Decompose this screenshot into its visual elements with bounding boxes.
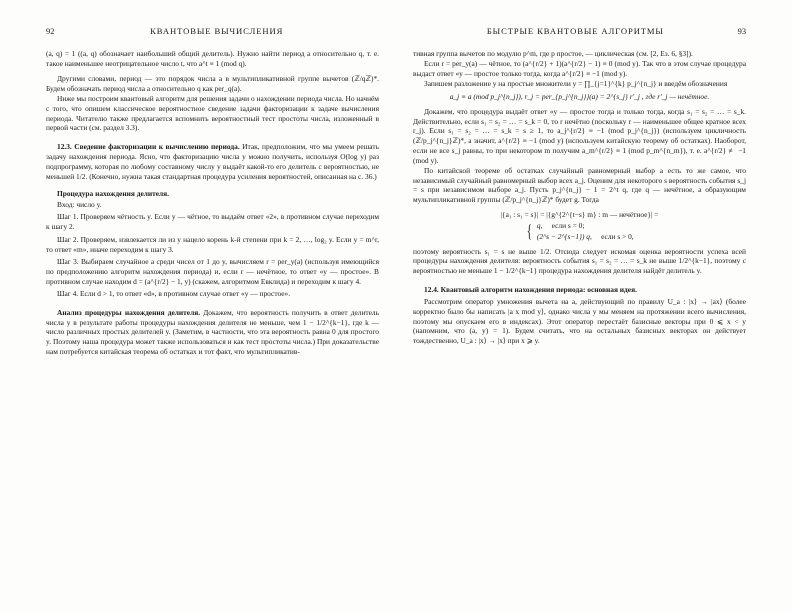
section-heading-12-3 (46, 142, 379, 181)
procedure-step-3: Шаг 3. Выбираем случайное a среди чисел от 1 до y, вычисляем r = per_y(a) (используя имеющийся по предположению алгоритм нахождения периода) и, если r — нечётное, то ответ «y — простое». В противном случае находим d = (a^{r/2} − 1, y) (скажем, алгоритмом Евклида) и переходим к шагу 4. (46, 256, 379, 286)
procedure-step-1: Шаг 1. Проверяем чётность y. Если y — чётное, то выдаём ответ «2», в противном случае переходим к шагу 2. (46, 212, 379, 232)
section-title: Сведение факторизации к вычислению периода. (74, 142, 240, 152)
paragraph: Запишем разложение y на простые множители y = ∏_{j=1}^{k} p_j^{n_j} и введём обозначения (424, 78, 728, 88)
procedure-heading: Процедура нахождения делителя. (57, 188, 170, 198)
running-head-left (46, 26, 379, 37)
page-92-column (46, 26, 379, 592)
analysis-heading: Анализ процедуры нахождения делителя. (57, 307, 201, 317)
section-number: 12.4. (424, 285, 439, 295)
display-equation-1: a_j ≡ a (mod p_j^{n_j}), r_j = per_{p_j^{n_j}}(a) = 2^{s_j} r'_j , где r'_j — нечётное. (449, 92, 710, 102)
display-equation-2 (413, 209, 746, 242)
case-condition: если s > 0, (601, 232, 634, 242)
section-number: 12.3. (57, 142, 72, 152)
case-value: (2^s − 2^{s−1}) q, (536, 232, 592, 242)
cases-list (537, 220, 634, 242)
paragraph: Другими словами, период — это порядок числа a в мультипликативной группе вычетов (ℤ/qℤ)*. Будем обозначать период числа a относительно q как per_q(a). (46, 74, 379, 94)
procedure-step-2: Шаг 2. Проверяем, извлекается ли из y нацело корень k-й степени при k = 2, …, log₂ y. Если y = m^r, то ответ «m», иначе переходим к шагу 3. (46, 234, 379, 254)
analysis-body: Докажем, что вероятность получить в ответ делитель числа y в результате работы процедуры нахождения делителя не меньше, чем 1 − 1/2^{k−1}, где k — число различных простых делителей y. (Заметим, в частности, что эта вероятность равна 0 для простого y. Поэтому наша процедура может также использоваться и как тест простоты числа.) При доказательстве нам потребуется китайская теорема об остатках и тот факт, что мультипликатив- (46, 307, 379, 357)
paragraph: По китайской теореме об остатках случайный равномерный выбор a есть то же самое, что независимый случайный равномерный выбор всех a_j. Оценим для некоторого s вероятность события s_j = s при независимом выборе a_j. Пусть p_j^{n_j} − 1 = 2^t q, где q — нечётное, а образующим мультипликативной группы (ℤ/p_j^{n_j}ℤ)* будет g. Тогда (413, 165, 746, 205)
running-title-right: БЫСТРЫЕ КВАНТОВЫЕ АЛГОРИТМЫ (486, 26, 664, 36)
paragraph: тивная группа вычетов по модулю p^m, где p простое, — циклическая (см. [2, Ез. 6, §3]). (413, 49, 693, 58)
analysis-paragraph (46, 308, 379, 357)
folio-right: 93 (737, 27, 746, 36)
folio-left: 92 (46, 27, 55, 36)
paragraph: (a, q) = 1 ((a, q) обозначает наибольший общий делитель). Нужно найти период a относительно q, т. е. такое наименьшее неотрицательное число t, что a^t ≡ 1 (mod q). (46, 49, 379, 68)
section-body: Итак, предположим, что мы умеем решать задачу нахождения периода. Ясно, что факторизацию числа y можно получить, используя O(log y) раз подпрограмму, которая по любому составному числу y выдаёт какой-то его делитель с вероятностью, не меньшей 1/2. (Конечно, нужна такая стандартная процедура усиления вероятностей, описанная на с. 36.) (46, 142, 379, 181)
case-row (537, 221, 585, 230)
procedure-step-4: Шаг 4. Если d > 1, то ответ «d», в противном случае ответ «y — простое». (57, 288, 291, 298)
section-title: Квантовый алгоритм нахождения периода: основная идея. (440, 285, 637, 295)
equation-lhs: |{a₁ : s₁ = s}| = |{g^{2^{t−s} m} : m — нечётное}| = (500, 210, 659, 220)
case-row (537, 232, 634, 241)
case-value: q, (536, 221, 543, 231)
two-column-layout (46, 26, 746, 592)
equation-cases (413, 220, 746, 242)
case-brace-icon: { (527, 221, 533, 242)
running-head-right (413, 26, 746, 37)
paragraph: Докажем, что процедура выдаёт ответ «y — простое тогда и только тогда, когда s₁ = s₂ = … = s_k. Действительно, если s₁ = s₂ = … = s_k = 0, то r нечётно (поскольку r — наименьшее общее кратное всех r_j). Если s₁ = s₂ = … = s_k = s ≥ 1, то a_j^{r/2} ≡ −1 (mod p_j^{n_j}) (используем цикличность (ℤ/p_j^{n_j}ℤ)*, а значит, a^{r/2} ≡ −1 (mod y) (используем китайскую теорему об остатках). Наоборот, если не все s_j равны, то при некотором m получим a_m^{r/2} ≡ 1 (mod p_m^{n_m}), т. е. a^{r/2} ≢ −1 (mod y). (413, 106, 746, 165)
section-heading-12-4 (413, 285, 746, 295)
procedure-input: Вход: число y. (57, 200, 102, 210)
paragraph: Если r = per_y(a) — чётное, то (a^{r/2} + 1)(a^{r/2} − 1) ≡ 0 (mod y). Так что в этом случае процедура выдаст ответ «y — простое только тогда, когда a^{r/2} ≡ −1 (mod y). (413, 58, 746, 78)
case-condition: если s = 0; (551, 221, 585, 231)
running-title-left: КВАНТОВЫЕ ВЫЧИСЛЕНИЯ (150, 26, 284, 36)
paragraph: Ниже мы построим квантовый алгоритм для решения задачи о нахождении периода числа. Но начнём с того, что опишем классическое вероятностное сведение задачи факторизации к задаче вычисления периода. Читателю также предлагается вспомнить вероятностный тест простоты числа, изложенный в первой части (см. раздел 3.3). (46, 93, 379, 133)
paragraph: Рассмотрим оператор умножения вычета на a, действующий по правилу U_a : |x⟩ → |ax⟩ (более корректно было бы написать |a x mod y⟩, однако числа y мы меняем на протяжении всего вычисления, поэтому мы опускаем его в индексах). Этот оператор перестаёт базисные векторы при 0 ⩽ x < y (напомним, что (a, y) = 1). Будем считать, что на остальных базисных векторах он действует тождественно, U_a : |x⟩ → |x⟩ при x ⩾ y. (413, 296, 746, 346)
paragraph: поэтому вероятность s₁ = s не выше 1/2. Отсюда следует искомая оценка вероятности успеха всей процедуры нахождения делителя: вероятность события s₁ = s₂ = … = s_k не выше 1/2^{k−1}, поэтому с вероятностью не меньше 1 − 1/2^{k−1} процедура нахождения делителя найдёт делитель y. (413, 246, 746, 276)
page-93-column (413, 26, 746, 592)
